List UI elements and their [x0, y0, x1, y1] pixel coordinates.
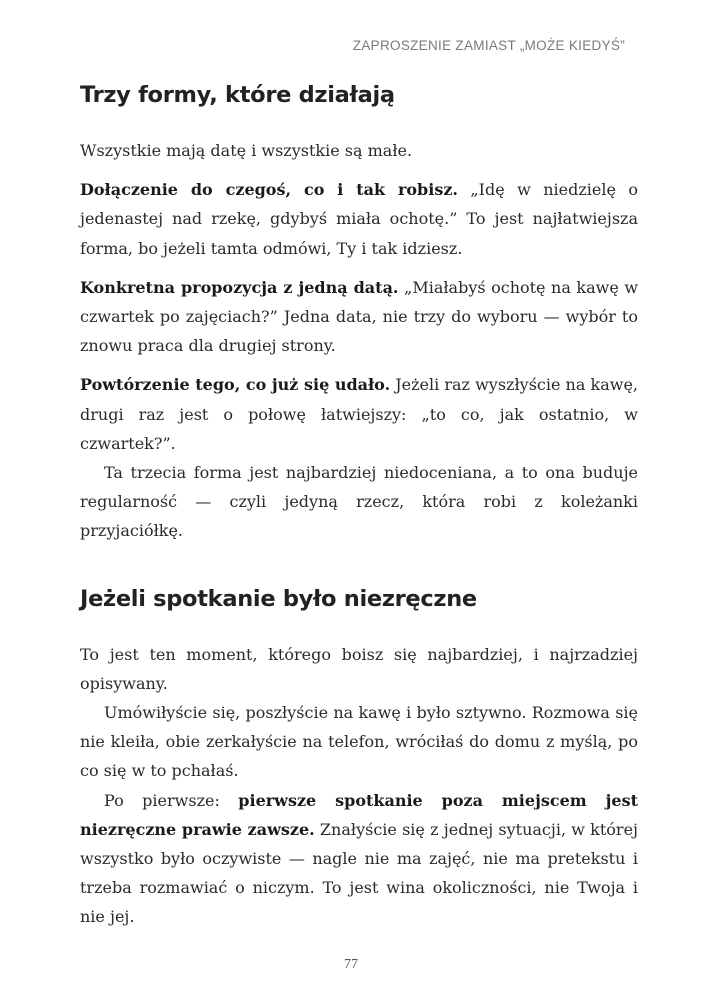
- form-item-3-lead: Powtórzenie tego, co już się udało.: [80, 375, 391, 395]
- form-item-2: [80, 273, 638, 361]
- form-item-2-lead: Konkretna propozycja z jedną datą.: [80, 277, 399, 297]
- running-head: ZAPROSZENIE ZAMIAST „MOŻE KIEDYŚ”: [352, 38, 625, 53]
- form-item-2-text: „Miałabyś ochotę na kawę w czwartek po zajęciach?” Jedna data, nie trzy do wyboru — wybór to znowu praca dla drugiej strony.: [80, 277, 639, 356]
- section2-paragraph-3-end: Znałyście się z jednej sytuacji, w której wszystko było oczywiste — nagle nie ma zajęć, nie ma pretekstu i trzeba rozmawiać o niczym. To jest wina okoliczności, nie Twoja i nie jej.: [80, 819, 639, 927]
- section2-paragraph-1: To jest ten moment, którego boisz się najbardziej, i najrzadziej opisywany.: [80, 644, 638, 693]
- form-item-1: [80, 175, 638, 263]
- form-item-1-text: „Idę w niedzielę o jedenastej nad rzekę, gdybyś miała ochotę.” To jest najłatwiejsza forma, bo jeżeli tamta odmówi, Ty i tak idziesz.: [80, 180, 638, 258]
- section2-paragraph-3: [80, 786, 638, 932]
- section-heading-three-forms: Trzy formy, które działają: [80, 82, 395, 108]
- section-intro: Wszystkie mają datę i wszystkie są małe.: [80, 141, 413, 160]
- section2-paragraph-3-start: Po pierwsze:: [104, 790, 239, 810]
- section-heading-awkward-meeting: Jeżeli spotkanie było niezręczne: [80, 585, 477, 612]
- page-number: 77: [344, 957, 358, 972]
- form-item-3-text: Jeżeli raz wyszłyście na kawę, drugi raz jest o połowę łatwiejszy: „to co, jak ostatnio, w czwartek?”.: [80, 375, 638, 453]
- form-item-1-lead: Dołączenie do czegoś, co i tak robisz.: [80, 180, 458, 200]
- section1-closing: Ta trzecia forma jest najbardziej niedoceniana, a to ona buduje regularność — czyli jedyną rzecz, która robi z koleżanki przyjaciółkę.: [80, 463, 638, 541]
- form-item-3: [80, 370, 638, 458]
- section2-paragraph-2: Umówiłyście się, poszłyście na kawę i było sztywno. Rozmowa się nie kleiła, obie zerkałyście na telefon, wróciłaś do domu z myślą, po co się w to pchałaś.: [80, 703, 638, 781]
- page-body: [80, 82, 638, 932]
- section2-paragraph-3-emphasis: pierwsze spotkanie poza miejscem jest niezręczne prawie zawsze.: [80, 790, 639, 839]
